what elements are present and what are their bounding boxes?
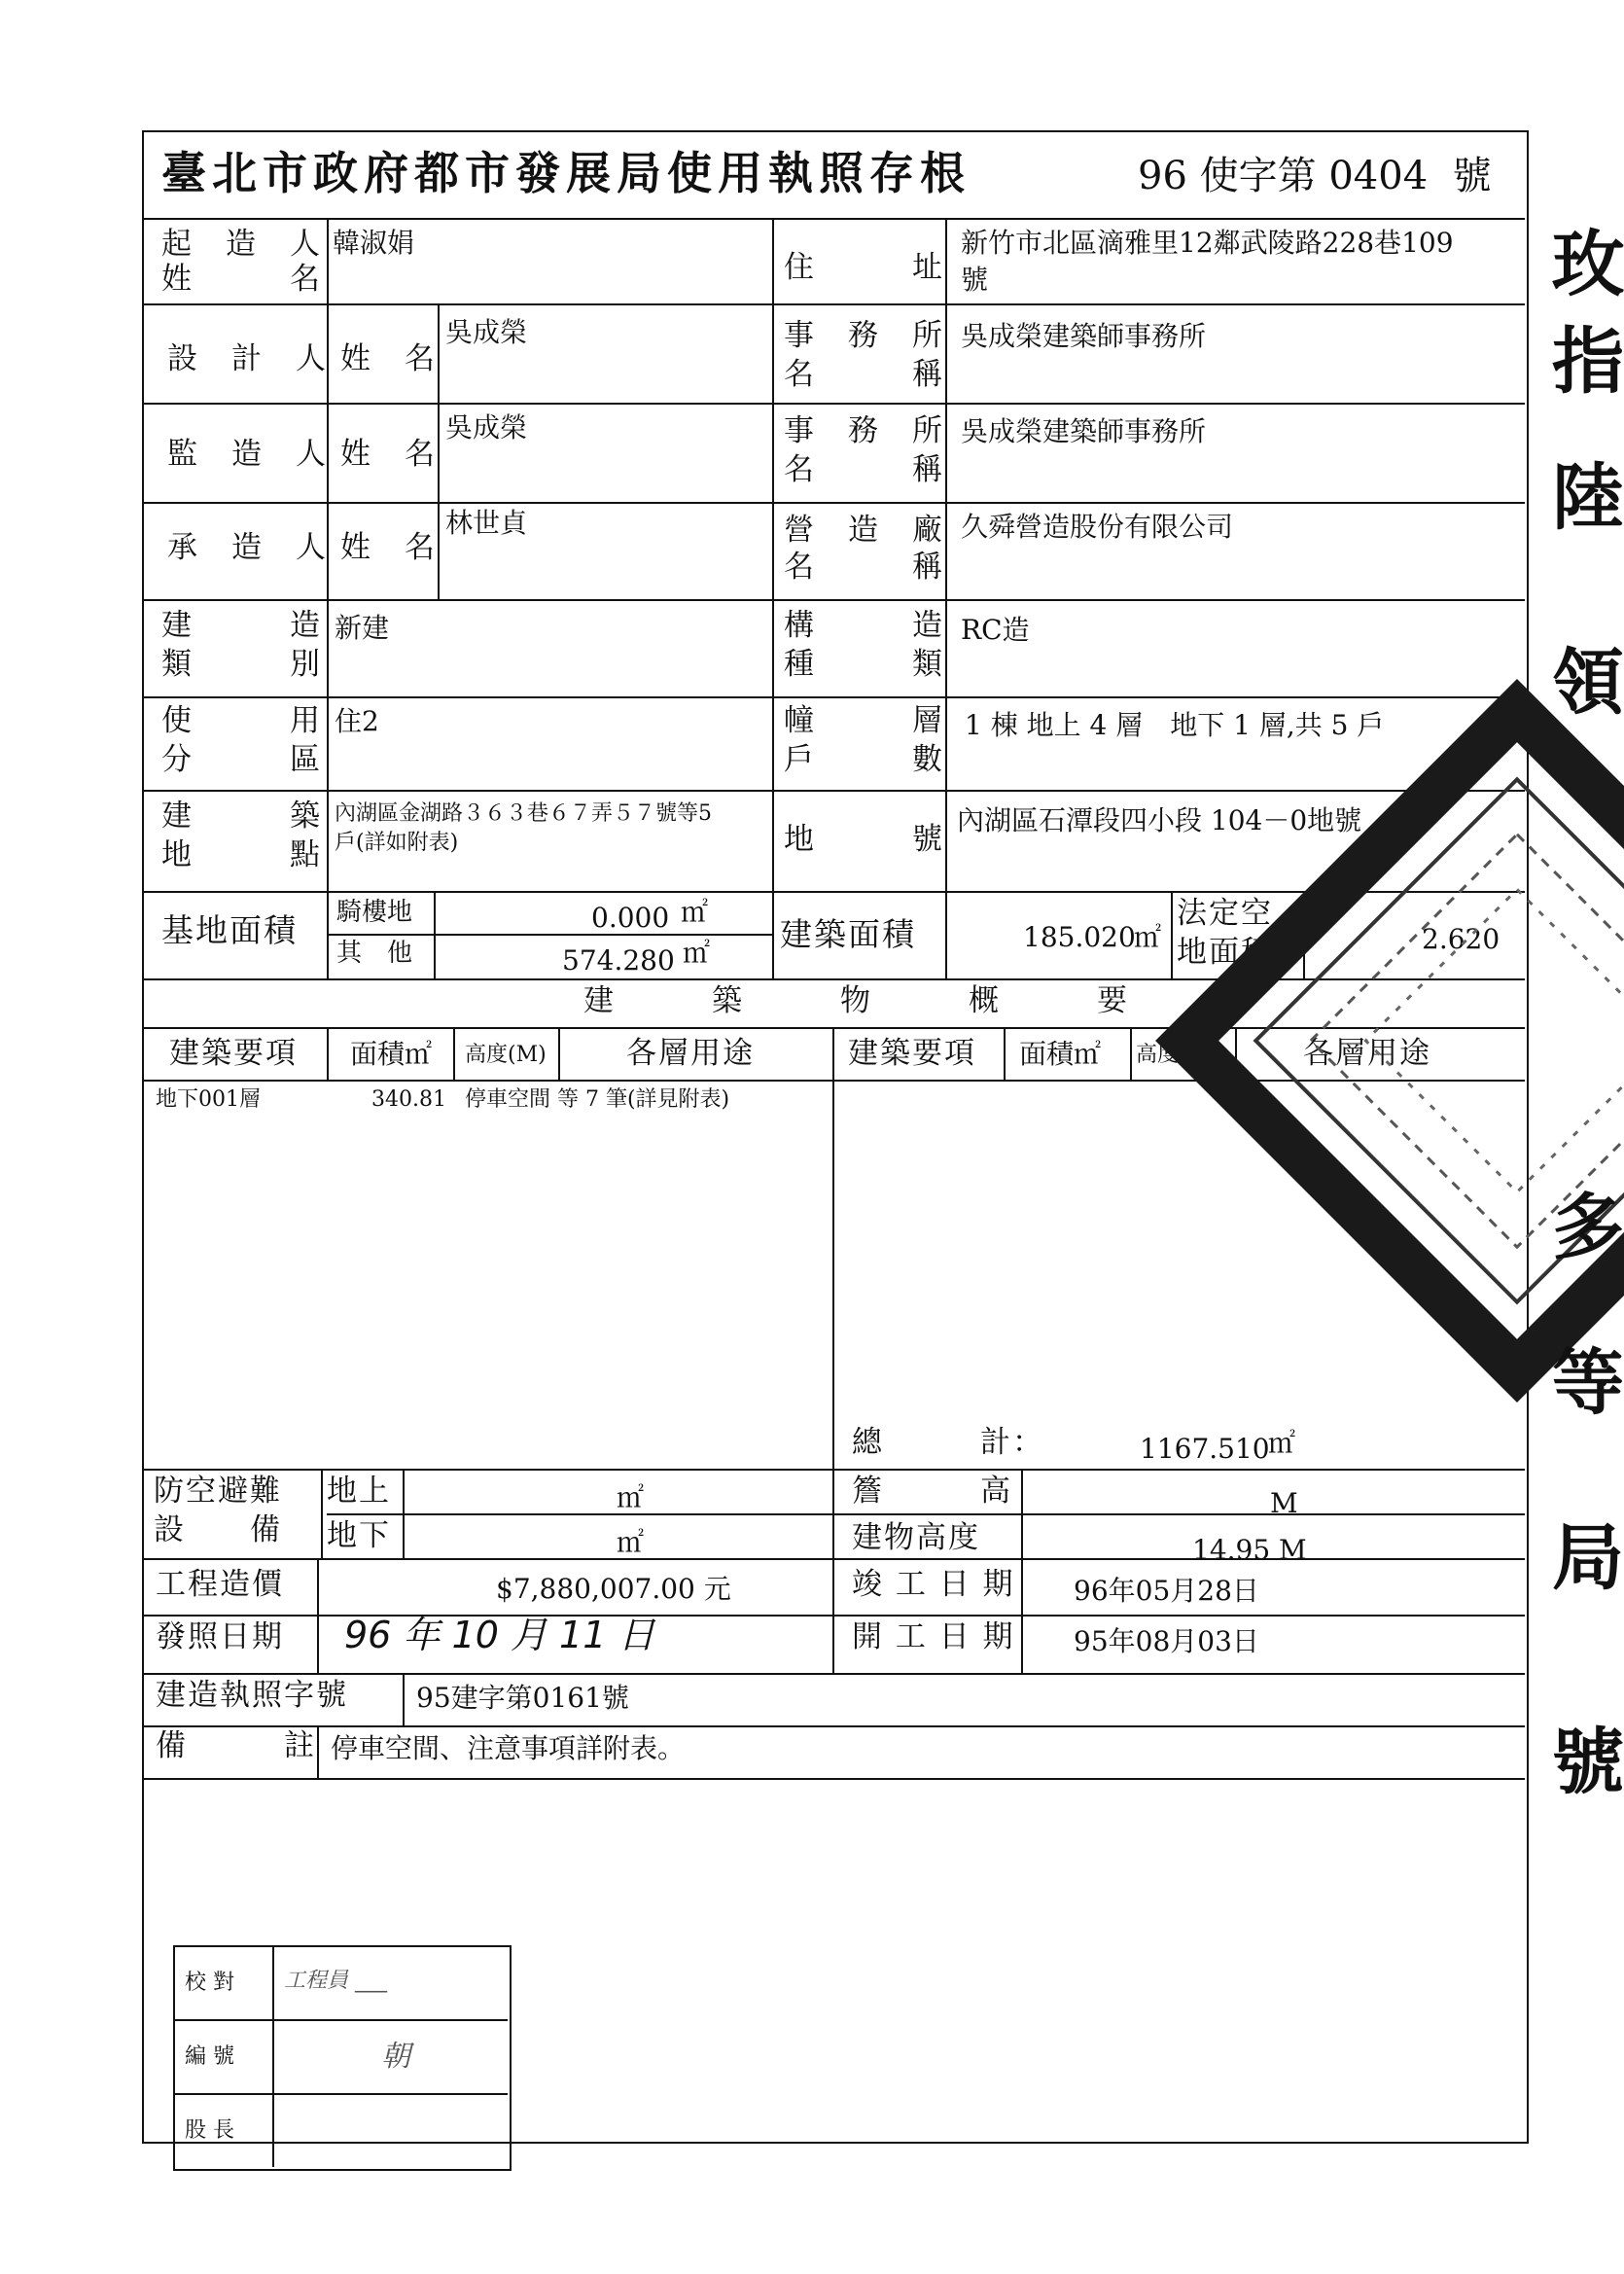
air-raid-below-label: 地下 [327, 1518, 391, 1553]
divider [142, 218, 1525, 220]
arcade-unit: ㎡ [681, 896, 709, 928]
grid-line [403, 1469, 405, 1558]
designer-label: 設 計 人 [167, 341, 328, 376]
contractor-name: 林世貞 [445, 507, 528, 539]
signoff-check-stamp: 工程員 ___ [284, 1969, 387, 1993]
total-value: 1167.510 [1140, 1433, 1270, 1465]
divider [142, 1778, 1525, 1780]
margin-char: 陸 [1552, 456, 1624, 540]
zoning-value: 住2 [335, 705, 379, 737]
margin-char: 指 [1552, 320, 1624, 404]
supervisor-name-label: 姓 名 [340, 437, 437, 472]
eaves-label: 簷 高 [852, 1474, 1012, 1509]
other-label: 其 他 [336, 939, 413, 968]
structure-label-top: 構 造 [784, 608, 944, 643]
building-height-value: 14.95 M [1192, 1534, 1307, 1566]
location-value-line1: 內湖區金湖路３６３巷６７弄５７號等5 [335, 801, 712, 826]
open-space-value: 2.620 [1422, 923, 1500, 955]
header-item-left: 建築要項 [169, 1036, 298, 1071]
header-height-right: 高度(M) [1136, 1043, 1218, 1067]
applicant-label-bottom: 姓 名 [161, 262, 322, 297]
designer-office: 吳成榮建築師事務所 [961, 320, 1207, 352]
margin-char: 玫 [1552, 223, 1624, 306]
grid-line [327, 891, 329, 978]
grid-line [772, 218, 774, 891]
grid-line [453, 1027, 455, 1080]
grid-line [945, 218, 947, 891]
structure-value: RC造 [961, 614, 1030, 646]
open-space-label-bottom: 地面積 [1177, 935, 1273, 970]
air-raid-below-unit: ㎡ [617, 1526, 645, 1558]
grid-line [403, 1673, 405, 1725]
other-value: 574.280 [562, 944, 675, 977]
margin-char: 領 [1552, 641, 1624, 725]
supervisor-office-label-bottom: 名 稱 [784, 452, 944, 487]
grid-line [1021, 1469, 1023, 1673]
structure-label-bottom: 種 類 [784, 647, 944, 682]
document-title: 臺北市政府都市發展局使用執照存根 [161, 147, 971, 199]
grid-line [1004, 1027, 1006, 1080]
grid-line [327, 218, 329, 891]
construction-type-label-bottom: 類 別 [161, 647, 322, 682]
issue-handwritten-date: 96 年 10 月 11 日 [344, 1614, 655, 1656]
header-usage-right: 各層用途 [1303, 1036, 1431, 1071]
grid-line [558, 1027, 560, 1080]
construction-type-label-top: 建 造 [161, 608, 322, 643]
divider [142, 303, 1525, 305]
building-area-value: 185.020 [1023, 921, 1136, 953]
signoff-check-label: 校 對 [185, 1971, 234, 1995]
signoff-sign-stamp: 朝 [381, 2040, 410, 2074]
issue-label: 發照日期 [156, 1619, 284, 1654]
location-value-line2: 戶(詳如附表) [335, 831, 459, 855]
open-space-label-top: 法定空 [1177, 896, 1273, 931]
signoff-number-label: 編 號 [185, 2044, 234, 2069]
license-value: 95建字第0161號 [416, 1682, 629, 1714]
construction-type-value: 新建 [335, 612, 390, 644]
floors-label-bottom: 戶 數 [784, 742, 944, 777]
grid-line [832, 1027, 834, 1469]
margin-char: 號 [1552, 1721, 1624, 1804]
floors-value: 1 棟 地上 4 層 地下 1 層,共 5 戶 [965, 709, 1385, 741]
applicant-label-top: 起 造 人 [161, 227, 322, 262]
zoning-label-top: 使 用 [161, 703, 322, 738]
eaves-unit: M [1270, 1487, 1298, 1519]
header-item-right: 建築要項 [848, 1036, 976, 1071]
grid-line [272, 1945, 274, 2167]
location-label-bottom: 地 點 [161, 837, 322, 872]
margin-char: 局 [1552, 1516, 1624, 1600]
grid-line [317, 1558, 319, 1673]
divider [142, 403, 1525, 405]
supervisor-label: 監 造 人 [167, 437, 328, 472]
divider [173, 2019, 508, 2021]
arcade-label: 騎樓地 [336, 898, 413, 927]
row-floor-usage: 停車空間 等 7 筆(詳見附表) [465, 1087, 730, 1112]
lot-label: 地 號 [784, 822, 944, 857]
supervisor-office: 吳成榮建築師事務所 [961, 415, 1207, 447]
arcade-value: 0.000 [591, 902, 670, 934]
grid-line [438, 303, 440, 599]
applicant-name: 韓淑娟 [333, 227, 415, 259]
supervisor-office-label-top: 事 務 所 [784, 413, 944, 448]
row-floor-area: 340.81 [371, 1087, 446, 1112]
overview-title: 建 築 物 概 要 [583, 983, 1129, 1018]
designer-name-label: 姓 名 [340, 341, 437, 376]
header-area-right: 面積㎡ [1019, 1038, 1102, 1070]
row-floor-item: 地下001層 [156, 1087, 261, 1112]
air-raid-label-top: 防空避難 [154, 1474, 282, 1509]
divider [142, 696, 1525, 698]
grid-line [1171, 891, 1173, 978]
grid-line [327, 1027, 329, 1080]
building-area-unit: ㎡ [1134, 921, 1162, 953]
applicant-address-line2: 號 [961, 264, 989, 296]
header-area-left: 面積㎡ [350, 1038, 433, 1070]
grid-line [1130, 1027, 1132, 1080]
lot-value: 內湖區石潭段四小段 104－0地號 [957, 804, 1362, 836]
air-raid-above-label: 地上 [327, 1474, 391, 1509]
applicant-address-line1: 新竹市北區滴雅里12鄰武陵路228巷109 [961, 227, 1454, 259]
site-area-label: 基地面積 [161, 911, 298, 949]
grid-line [321, 1469, 323, 1558]
building-area-label: 建築面積 [780, 915, 916, 953]
divider [142, 1673, 1525, 1675]
designer-office-label-bottom: 名 稱 [784, 357, 944, 392]
start-value: 95年08月03日 [1074, 1625, 1259, 1657]
designer-name: 吳成榮 [445, 316, 528, 348]
air-raid-label-bottom: 設 備 [154, 1512, 282, 1547]
divider [142, 502, 1525, 504]
zoning-label-bottom: 分 區 [161, 742, 322, 777]
grid-line [317, 1725, 319, 1778]
contractor-name-label: 姓 名 [340, 530, 437, 565]
total-unit: ㎡ [1268, 1427, 1296, 1459]
cost-value: $7,880,007.00 元 [496, 1573, 731, 1605]
divider [173, 2093, 508, 2095]
total-label: 總 計： [852, 1425, 1044, 1460]
seal-stamp-icon [1225, 720, 1595, 1381]
start-label: 開 工 日 期 [852, 1619, 1015, 1654]
contractor-label: 承 造 人 [167, 530, 328, 565]
supervisor-name: 吳成榮 [445, 411, 528, 444]
floors-label-top: 幢 層 [784, 703, 944, 738]
grid-line [945, 891, 947, 978]
location-label-top: 建 築 [161, 799, 322, 834]
other-unit: ㎡ [683, 937, 711, 969]
contractor-firm-label-bottom: 名 稱 [784, 550, 944, 585]
completion-value: 96年05月28日 [1074, 1575, 1259, 1607]
contractor-firm-label-top: 營 造 廠 [784, 513, 944, 548]
air-raid-above-unit: ㎡ [617, 1481, 645, 1513]
remarks-label: 備 註 [156, 1728, 316, 1763]
grid-line [832, 1469, 834, 1673]
grid-line [434, 891, 436, 978]
header-usage-left: 各層用途 [626, 1036, 755, 1071]
address-label: 住 址 [784, 250, 944, 285]
divider [142, 599, 1525, 601]
signoff-chief-label: 股 長 [185, 2118, 234, 2143]
license-label: 建造執照字號 [156, 1678, 348, 1713]
cost-label: 工程造價 [156, 1567, 284, 1602]
divider [327, 934, 772, 936]
contractor-firm: 久舜營造股份有限公司 [961, 511, 1234, 543]
margin-char: 等 [1552, 1341, 1624, 1425]
permit-number: 96 使字第 0404 號 [1138, 154, 1492, 198]
grid-line [772, 891, 774, 978]
margin-char: 多 [1552, 1186, 1624, 1269]
divider [327, 1513, 1525, 1515]
remarks-value: 停車空間、注意事項詳附表。 [331, 1732, 686, 1764]
designer-office-label-top: 事 務 所 [784, 318, 944, 353]
building-height-label: 建物高度 [852, 1520, 980, 1555]
header-height-left: 高度(M) [465, 1043, 547, 1067]
completion-label: 竣 工 日 期 [852, 1567, 1015, 1602]
divider [142, 1725, 1525, 1727]
